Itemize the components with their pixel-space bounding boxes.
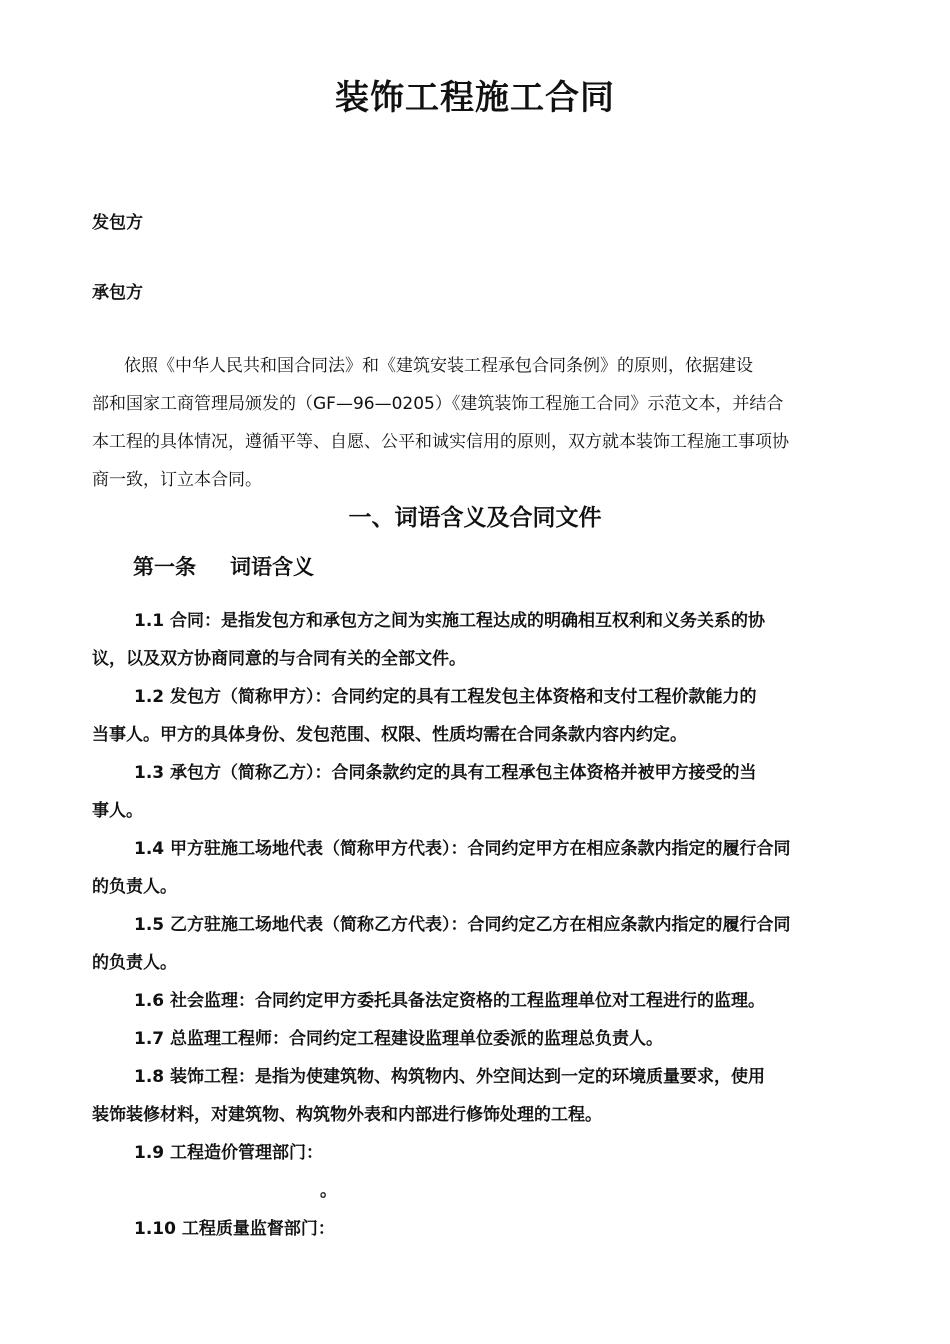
article-number: 第一条 bbox=[133, 555, 196, 579]
preamble-line: 本工程的具体情况，遵循平等、自愿、公平和诚实信用的原则，双方就本装饰工程施工事项协 bbox=[92, 432, 789, 452]
clause-line: 装饰装修材料，对建筑物、构筑物外表和内部进行修饰处理的工程。 bbox=[92, 1105, 602, 1125]
article-heading bbox=[133, 550, 314, 584]
clause-line: 当事人。甲方的具体身份、发包范围、权限、性质均需在合同条款内容内约定。 bbox=[92, 725, 687, 745]
clause-line: 1.8 装饰工程：是指为使建筑物、构筑物内、外空间达到一定的环境质量要求，使用 bbox=[134, 1067, 766, 1087]
section-heading: 一、词语含义及合同文件 bbox=[348, 505, 602, 531]
clause-line: 的负责人。 bbox=[92, 953, 177, 973]
party-b-label: 承包方 bbox=[92, 283, 143, 303]
article-title: 词语含义 bbox=[230, 555, 314, 579]
party-a-label: 发包方 bbox=[92, 213, 143, 233]
preamble-line: 依照《中华人民共和国合同法》和《建筑安装工程承包合同条例》的原则，依据建设 bbox=[124, 356, 753, 376]
clause-line: 1.10 工程质量监督部门： bbox=[134, 1219, 335, 1239]
preamble-line: 商一致，订立本合同。 bbox=[92, 470, 262, 490]
clause-line: 1.3 承包方（简称乙方）：合同条款约定的具有工程承包主体资格并被甲方接受的当 bbox=[134, 763, 757, 783]
clause-list bbox=[92, 602, 887, 1248]
clause-line: 1.7 总监理工程师：合同约定工程建设监理单位委派的监理总负责人。 bbox=[134, 1029, 664, 1049]
clause-line: 1.4 甲方驻施工场地代表（简称甲方代表）：合同约定甲方在相应条款内指定的履行合同 bbox=[134, 839, 791, 859]
clause-line: 议，以及双方协商同意的与合同有关的全部文件。 bbox=[92, 649, 466, 669]
preamble-line: 部和国家工商管理局颁发的（GF—96—0205）《建筑装饰工程施工合同》示范文本，并结合 bbox=[92, 394, 784, 414]
clause-line: 1.9 工程造价管理部门： bbox=[134, 1143, 324, 1163]
preamble-paragraph bbox=[92, 347, 882, 499]
clause-line: 1.2 发包方（简称甲方）：合同约定的具有工程发包主体资格和支付工程价款能力的 bbox=[134, 687, 757, 707]
clause-line: 事人。 bbox=[92, 801, 143, 821]
clause-line: 1.1 合同：是指发包方和承包方之间为实施工程达成的明确相互权利和义务关系的协 bbox=[134, 611, 766, 631]
document-title: 装饰工程施工合同 bbox=[335, 78, 615, 118]
clause-line: 1.6 社会监理：合同约定甲方委托具备法定资格的工程监理单位对工程进行的监理。 bbox=[134, 991, 766, 1011]
clause-line: 的负责人。 bbox=[92, 877, 177, 897]
clause-line: 1.5 乙方驻施工场地代表（简称乙方代表）：合同约定乙方在相应条款内指定的履行合同 bbox=[134, 915, 791, 935]
clause-line: 。 bbox=[320, 1181, 337, 1201]
